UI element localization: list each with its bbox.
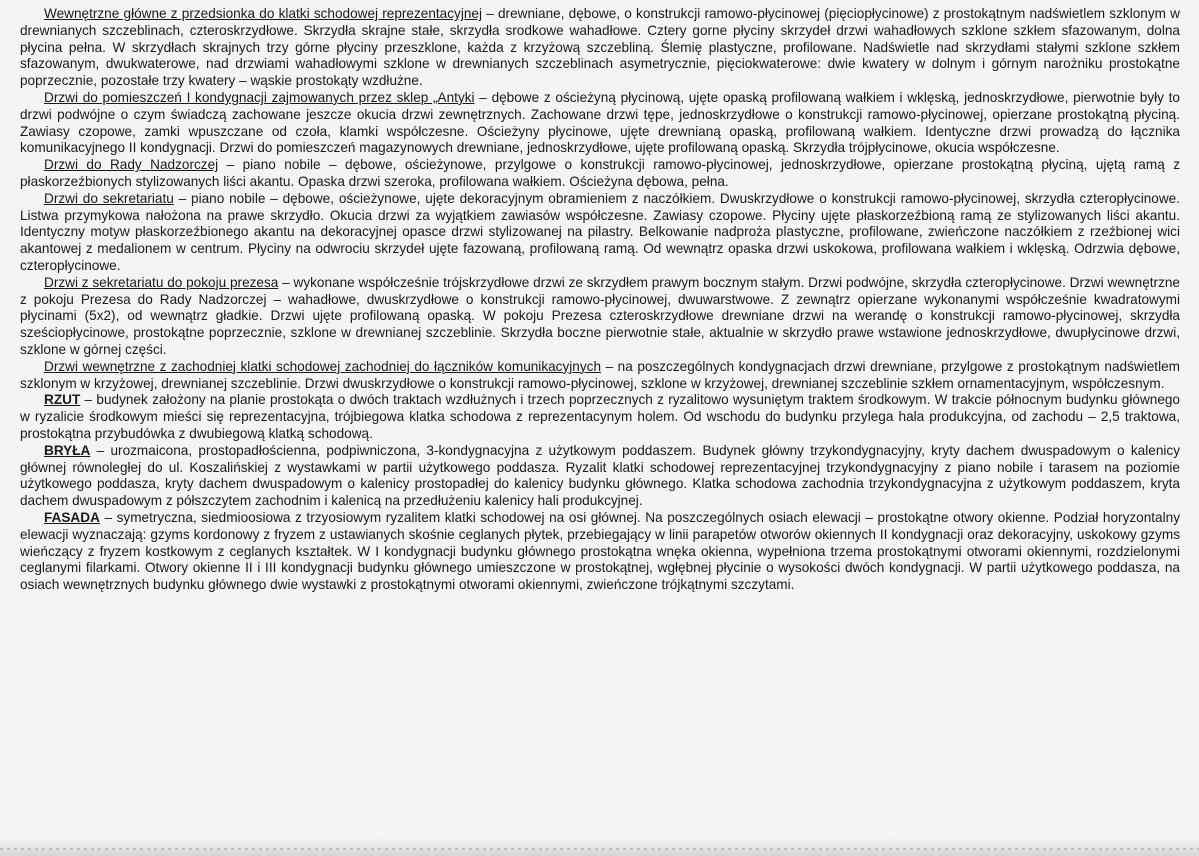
heading-massing: BRYŁA xyxy=(44,442,91,458)
paragraph-board-doors xyxy=(20,157,1180,191)
heading-west-stair-doors: Drzwi wewnętrzne z zachodniej klatki schodowej zachodniej do łączników komunikacyjnych xyxy=(44,358,602,374)
text-facade: – symetryczna, siedmioosiowa z trzyosiowym ryzalitem klatki schodowej na osi głównej. Na poszczególnych osiach elewacji – prostokątne otwory okienne. Podział horyzontalny elewacji wyznaczają: gzyms kordonowy z fryzem z ustawianych skośnie ceglanych płytek, przebiegający w linii parapetów otworów okiennych II kondygnacji oraz dekoracyjny, uskokowy gzyms wieńczący z fryzem kostkowym z ceglanych kształtek. W I kondygnacji budynku głównego prostokątna wnęka okienna, wypełniona trzema prostokątnymi otworami okiennymi, rozdzielonymi ceglanymi filarkami. Otwory okienne II i III kondygnacji budynku głównego umieszczone w prostokątnej, wgłębnej płycinie o wysokości dwóch kondygnacji. W partii użytkowego poddasza, na osiach wewnętrznych budynku głównego dwie wystawki z prostokątnymi otworami okiennymi, zwieńczone trójkątnymi szczytami. xyxy=(20,509,1180,593)
paragraph-main-doors xyxy=(20,6,1180,90)
text-board-doors: – piano nobile – dębowe, ościeżynowe, przylgowe o konstrukcji ramowo-płycinowej, jednoskrzydłowe, opierzane prostokątną płyciną, ujętą ramą z płaskorzeźbionych stylizowanych liści akantu. Opaska drzwi szeroka, profilowana wałkiem. Ościeżyna dębowa, pełna. xyxy=(20,157,1180,189)
heading-secretariat-doors: Drzwi do sekretariatu xyxy=(44,190,174,206)
document-page xyxy=(20,6,1180,594)
heading-shop-doors: Drzwi do pomieszczeń I kondygnacji zajmowanych przez sklep „Antyki xyxy=(44,89,475,105)
scan-artifact-line xyxy=(0,848,1199,850)
heading-main-doors: Wewnętrzne główne z przedsionka do klatki schodowej reprezentacyjnej xyxy=(44,6,482,21)
paragraph-plan xyxy=(20,392,1180,442)
text-massing: – urozmaicona, prostopadłościenna, podpiwniczona, 3-kondygnacyjna z użytkowym poddaszem. Budynek główny trzykondygnacyjny, kryty dachem dwuspadowym o kalenicy głównej równoległej do ul. Koszalińskiej z wystawkami w partii użytkowego poddasza. Ryzalit klatki schodowej reprezentacyjnej trzykondygnacyjny z piano nobile i tarasem na poziomie użytkowego poddasza, kryty dachem dwuspadowym o kalenicy prostopadłej do kalenicy budynku głównego. Klatka schodowa zachodnia trzykondygnacyjna z użytkowym poddaszem, kryta dachem dwuspadowym z półszczytem zachodnim i kalenicą na przedłużeniu kalenicy hali produkcyjnej. xyxy=(20,442,1180,509)
paragraph-shop-doors xyxy=(20,90,1180,157)
heading-facade: FASADA xyxy=(44,509,100,525)
text-secretariat-doors: – piano nobile – dębowe, ościeżynowe, ujęte dekoracyjnym obramieniem z naczółkiem. Dwuskrzydłowe o konstrukcji ramowo-płycinowej, skrzydła czteropłycinowe. Listwa przymykowa nałożona na prawe skrzydło. Okucia drzwi za wyjątkiem zawiasów współczesne. Zawiasy czopowe. Płyciny ujęte płaskorzeźbioną ramą ze stylizowanych liści akantu. Identyczny motyw płaskorzeźbionego akantu na dekoracyjnej opasce drzwi stylizowanej na pilastry. Belkowanie nadproża plastyczne, profilowane, zwieńczone naczółkiem z rzeźbionej wici akantowej z medalionem w centrum. Płyciny na odwrociu skrzydeł ujęte fazowaną, profilowaną ramą. Od wewnątrz opaska drzwi uskokowa, profilowana wałkiem i wklęską. Odrzwia dębowe, czteropłycinowe. xyxy=(20,190,1180,273)
paragraph-president-doors xyxy=(20,275,1180,359)
text-main-doors: – drewniane, dębowe, o konstrukcji ramowo-płycinowej (pięciopłycinowe) z prostokątnym nadświetlem szklonym w drewnianych szczeblinach, czteroskrzydłowe. Skrzydła skrajne stałe, skrzydła srodkowe wahadłowe. Cztery gorne płyciny skrzydeł drzwi wahadłowych szklone szkłem sfazowanym, dolna płycina pełna. W skrzydłach skrajnych trzy górne płyciny przeszklone, każda z krzyżową szczebliną. Ślemię plastyczne, profilowane. Nadświetle nad skrzydłami stałymi szklone szkłem sfazowanym, dwukwaterowe, nad drzwiami wahadłowymi szklone w drewnianych szczeblinach asymetrycznie, pięciokwaterowe: dwie kwatery w dolnym i górnym narożniku prostokątne poprzecznie, pozostałe trzy kwatery – wąskie prostokąty wzdłużne. xyxy=(20,6,1180,89)
paragraph-west-stair-doors xyxy=(20,359,1180,393)
text-shop-doors: – dębowe z ościeżyną płycinową, ujęte opaską profilowaną wałkiem i wklęską, jednoskrzydłowe, pierwotnie były to drzwi podwójne o czym świadczą zachowane jeszcze okucia drzwi zewnętrznych. Zachowane drzwi tępe, jednoskrzydłowe o konstrukcji ramowo-płycinowej, opierzane prostokątną płyciną. Zawiasy czopowe, zamki wpuszczane od czoła, klamki współczesne. Ościeżyny płycinowe, ujęte drewnianą opaską, profilowaną wałkiem. Identyczne drzwi prowadzą do łącznika komunikacyjnego II kondygnacji. Drzwi do pomieszczeń magazynowych drewniane, jednoskrzydłowe, ujęte profilowaną opaską. Skrzydła trójpłycinowe, okucia współczesne. xyxy=(20,89,1180,156)
heading-plan: RZUT xyxy=(44,392,81,408)
text-plan: – budynek założony na planie prostokąta o dwóch traktach wzdłużnych i trzech poprzecznych z ryzalitowo wysuniętym traktem środkowym. W trakcie północnym budynku głównego w ryzalicie środkowym mieści się reprezentacyjna, trójbiegowa klatka schodowa z reprezentacynym holem. Od wschodu do budynku przylega hala produkcyjna, od zachodu – 2,5 traktowa, prostokątna przybudówka z dwubiegową klatką schodową. xyxy=(20,392,1180,441)
text-president-doors: – wykonane współcześnie trójskrzydłowe drzwi ze skrzydłem prawym bocznym stałym. Drzwi podwójne, skrzydła czteropłycinowe. Drzwi wewnętrzne z pokoju Prezesa do Rady Nadzorczej – wahadłowe, dwuskrzydłowe o konstrukcji ramowo-płycinowej, dwuwarstwowe. Z zewnątrz opierzane wykonanymi współcześnie kwadratowymi płycinami (5x2), od wewnątrz gładkie. Drzwi ujęte profilowaną opaską. W pokoju Prezesa czteroskrzydłowe drewniane drzwi na werandę o konstrukcji ramowo-płycinowej, skrzydła sześciopłycinowe, prostokątne poprzecznie, szklone w drewnianej szczeblinie. Skrzydła boczne pierwotnie stałe, aktualnie w skrzydło prawe wstawione jednoskrzydłowe, dwupłycinowe drzwi, szklone w górnej części. xyxy=(20,274,1180,357)
text-west-stair-doors: – na poszczególnych kondygnacjach drzwi drewniane, przylgowe z prostokątnym nadświetlem szklonym w krzyżowej, drewnianej szczeblinie. Drzwi dwuskrzydłowe o konstrukcji ramowo-płycinowej, szklone w krzyżowej, drewnianej szczeblinie szkłem ornamentacyjnym, współczesnym. xyxy=(20,358,1180,391)
paragraph-secretariat-doors xyxy=(20,191,1180,275)
paragraph-massing xyxy=(20,443,1180,510)
scan-edge-shadow xyxy=(0,838,1199,856)
heading-board-doors: Drzwi do Rady Nadzorczej xyxy=(44,157,219,173)
heading-president-doors: Drzwi z sekretariatu do pokoju prezesa xyxy=(44,274,279,290)
paragraph-facade xyxy=(20,510,1180,594)
